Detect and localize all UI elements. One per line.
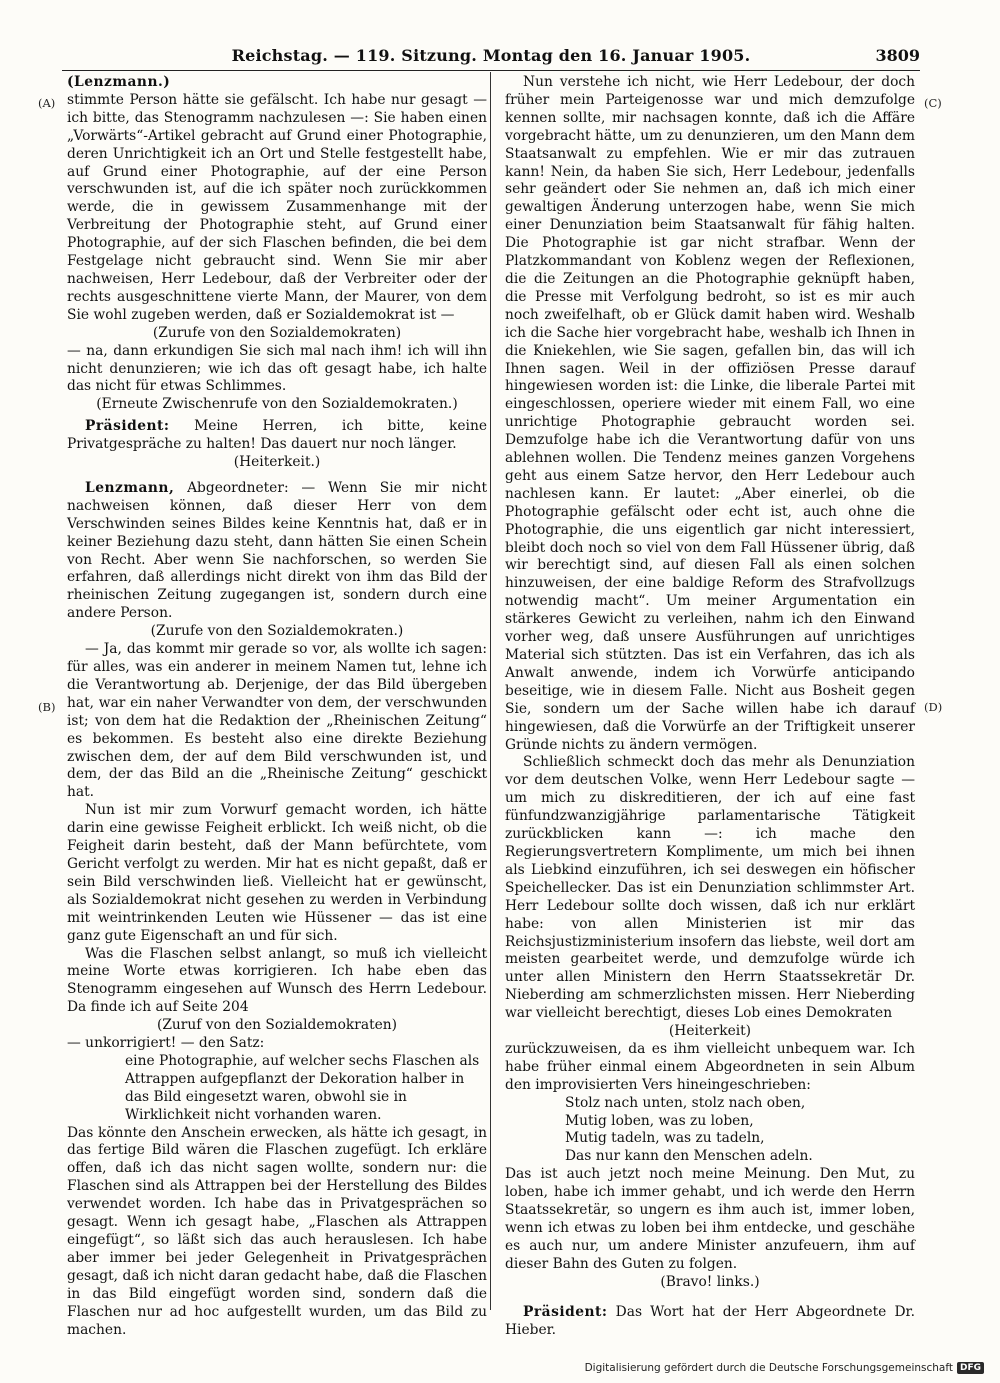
right-column [505,74,915,1339]
paragraph: — Ja, das kommt mir gerade so vor, als wollte ich sagen: für alles, was ein anderer in meinem Namen tut, lehne ich die Verantwortung ab. Derjenige, der das Bild übergeben hat, war ein naher Verwandter von dem, der verschwunden ist; von dem hat die Redaktion der „Rheinischen Zeitung“ es bekommen. Es besteht also eine direkte Beziehung zwischen dem, der auf dem Bild verschwunden ist, und dem, der das Bild an die „Rheinische Zeitung“ geschickt hat. [67,641,487,801]
header-rule [62,70,920,71]
running-head-title: Reichstag. — 119. Sitzung. Montag den 16. Januar 1905. [231,46,751,65]
margin-mark-c: (C) [924,96,942,110]
speaker-name: Präsident: [523,1303,608,1320]
paragraph: Nun ist mir zum Vorwurf gemacht worden, ich hätte darin eine gewisse Feigheit erblickt. Ich weiß nicht, ob die Feigheit darin besteht, daß der Mann befürchtete, vom Gericht verfolgt zu werden. Mir hat es nicht gepaßt, daß er sein Bild verschwinden ließ. Vielleicht hat er gewünscht, als Sozialdemokrat nicht gesehen zu werden in Verbindung mit weintrinkenden Leuten wie Hüssener — das ist eine ganz gute Eigenschaft an und für sich. [67,802,487,944]
paragraph: Nun verstehe ich nicht, wie Herr Ledebour, der doch früher mein Parteigenosse war und mich demzufolge kennen sollte, mir nachsagen konnte, daß ich die Affäre vorgebracht hätte, um zu denunzieren, um den Mann dem Staatsanwalt zu empfehlen. Wie er mir das zutrauen kann! Nein, da haben Sie sich, Herr Ledebour, jedenfalls sehr geändert oder Sie nehmen an, daß ich mich einer gewaltigen Änderung unterzogen habe, wenn Sie mich einer Denunziation beim Staatsanwalt für fähig halten. Die Photographie ist gar nicht strafbar. Wenn der Platzkommandant von Koblenz wegen der Reflexionen, die die Zeitungen an die Photographie geknüpft haben, die Presse mit Verfolgung bedroht, so ist es mir auch noch zweifelhaft, ob er Glück damit haben wird. Weshalb ich die Sache hier vorgebracht habe, weshalb ich Ihnen in die Kniekehlen, wie Sie sagen, gefallen bin, das will ich Ihnen sagen. Weil in der offiziösen Presse darauf hingewiesen worden ist: die Linke, die liberale Partei mit eingeschlossen, operiere wieder mit einem Fall, wo eine unrichtige Photographie gebraucht worden sei. Demzufolge habe ich die Verantwortung dafür von uns ablehnen wollen. Die Tendenz meines ganzen Vorgehens geht aus einem Satze hervor, den Herr Ledebour auch nachlesen kann. Er lautet: „Aber einerlei, ob die Photographie gefälscht oder echt ist, auch ohne die Photographie, die uns eigentlich gar nicht interessiert, bleibt doch noch so viel von dem Fall Hüssener übrig, daß wir berechtigt sind, auf diesen Fall als einen solchen hinzuweisen, der eine baldige Reform des Strafvollzugs notwendig macht“. Um meiner Argumentation ein stärkeres Gewicht zu verleihen, nahm ich den Einwand vorher weg, daß unsere Ausführungen auf unrichtiges Material sich stützten. Das ist ein Verfahren, das ich als Anwalt anwende, indem ich Vorwürfe anticipando beseitige, wie in diesem Falle. Nicht aus Bosheit gegen Sie, sondern um der Sache willen habe ich darauf hingewiesen, daß die Vorwürfe an der Triftigkeit unserer Gründe nichts zu ändern vermögen. [505,74,915,753]
paragraph: Schließlich schmeckt doch das mehr als Denunziation vor dem deutschen Volke, wenn Herr Ledebour sagte — um mich zu diskreditieren, der ich auf eine fast fünfundzwanzigjährige parlamentarische Tätigkeit zurückblicken kann —: ich mache den Regierungsvertretern Komplimente, um mich bei ihnen als Liebkind einzuführen, ich sei deswegen ein höfischer Speichellecker. Das ist ein Denunziation schlimmster Art. Herr Ledebour sollte doch wissen, daß ich nur erklärt habe: von allen Ministerien ist mir das Reichsjustizministerium insofern das liebste, weil dort am meisten gearbeitet werde, und demzufolge würde ich unter allen Ministern den Herrn Staatssekretär Dr. Nieberding am schmerzlichsten missen. Herr Nieberding war vielleicht berechtigt, dieses Lob eines Demokraten [505,754,915,1022]
paragraph: — na, dann erkundigen Sie sich mal nach ihm! ich will ihn nicht denunzieren; wie ich das oft gesagt habe, ich halte das nicht für etwas Schlimmes. [67,342,487,395]
interjection: (Heiterkeit.) [233,454,321,471]
paragraph: Was die Flaschen selbst anlangt, so muß ich vielleicht meine Worte etwas korrigieren. Ich habe eben das Stenogramm eingesehen auf Wunsch des Herrn Ledebour. Da finde ich auf Seite 204 [67,945,487,1016]
interjection: (Zuruf von den Sozialdemokraten) [156,1017,398,1034]
speaker-name: Lenzmann, [85,479,175,496]
verse-line: Mutig loben, was zu loben, [565,1112,754,1129]
margin-mark-d: (D) [924,700,943,714]
credit-text: Digitalisierung gefördert durch die Deutsche Forschungsgemeinschaft [584,1362,953,1374]
interjection: (Erneute Zwischenrufe von den Sozialdemokraten.) [96,396,458,413]
paragraph: Das könnte den Anschein erwecken, als hätte ich gesagt, in das fertige Bild wären die Flaschen zugefügt. Ich erkläre offen, daß ich das nicht sagen wollte, sondern nur: die Flaschen sind als Attrappen bei der Herstellung des Bildes verwendet worden. Ich habe das in Privatgesprächen so gesagt. Wenn ich gesagt habe, „Flaschen als Attrappen eingefügt“, so läßt sich das auch herauslesen. Ich habe aber immer bei jeder Gelegenheit in Privatgesprächen gesagt, daß ich nicht daran gedacht habe, daß die Flaschen in das Bild eingefügt worden sind, sondern daß die Flaschen nur ad hoc aufgestellt wurden, um das Bild zu machen. [67,1124,487,1338]
speaker-name: Präsident: [85,418,170,435]
president-paragraph [505,1304,915,1340]
margin-mark-b: (B) [38,700,56,714]
margin-mark-a: (A) [38,96,56,110]
paragraph: Das ist auch jetzt noch meine Meinung. Den Mut, zu loben, habe ich immer gehabt, und ich werde den Herrn Staatssekretär, so ungern es ihm auch ist, immer loben, wenn ich etwas zu loben bei ihm entdecke, und geschähe es auch nur, um andere Minister anzufeuern, ihm auf dieser Bahn des Guten zu folgen. [505,1166,915,1272]
paragraph: — unkorrigiert! — den Satz: [67,1035,265,1052]
block-quote: eine Photographie, auf welcher sechs Flaschen als Attrappen aufgepflanzt der Dekoration halber in das Bild eingesetzt waren, obwohl sie in Wirklichkeit nicht vorhanden waren. [125,1052,480,1123]
interjection: (Bravo! links.) [660,1273,760,1290]
dfg-logo: DFG [957,1362,984,1374]
paragraph: zurückzuweisen, da es ihm vielleicht unbequem war. Ich habe früher einmal einem Abgeordneten in sein Album den improvisierten Vers hineingeschrieben: [505,1040,915,1093]
paragraph: stimmte Person hätte sie gefälscht. Ich habe nur gesagt — ich bitte, das Stenogramm nachzulesen —: Sie haben einen „Vorwärts“-Artikel gebracht auf Grund einer Photographie, deren Unrichtigkeit ich an Ort und Stelle festgestellt habe, auf Grund einer Photographie, auf der eine Person verschwunden ist, auf die ich später noch zurückkommen werde, die in gewissem Zusammenhange mit der Verbreitung der Photographie steht, auf Grund einer Photographie, auf der sich Flaschen befinden, die bei dem Festgelage nicht gebraucht sind. Wenn Sie mir aber nachweisen, Herr Ledebour, daß der Verbreiter oder der rechts ausgeschnittene vierte Mann, der Maurer, von dem Sie wohl zugeben werden, daß er Sozialdemokrat ist — [67,91,487,323]
paragraph-text: Abgeordneter: — Wenn Sie mir nicht nachweisen können, daß dieser Herr von dem Verschwinden seines Bildes keine Kenntnis hat, daß er in keiner Beziehung dazu steht, dann hätten Sie einen Schein von Recht. Aber wenn Sie nachforschen, so werden Sie erfahren, daß allerdings nicht direkt von ihm das Bild der rheinischen Zeitung zugegangen ist, sondern durch eine andere Person. [67,479,487,622]
page-number: 3809 [875,46,920,65]
running-head [62,44,920,70]
paragraph-text: Das Wort hat der Herr Abgeordnete Dr. Hieber. [505,1303,915,1338]
paragraph-text: Meine Herren, ich bitte, keine Privatgespräche zu halten! Das dauert nur noch länger. [67,418,487,453]
digitization-credit [585,1362,984,1374]
column-divider [490,72,491,1310]
left-column [67,74,487,1339]
interjection: (Heiterkeit) [668,1023,752,1040]
interjection: (Zurufe von den Sozialdemokraten.) [150,623,404,640]
verse-line: Stolz nach unten, stolz nach oben, [565,1094,806,1111]
interjection: (Zurufe von den Sozialdemokraten) [152,324,402,341]
speaker-tag: (Lenzmann.) [67,74,171,90]
lenzmann-paragraph [67,480,487,623]
president-paragraph [67,418,487,454]
verse-line: Mutig tadeln, was zu tadeln, [565,1130,765,1147]
verse-line: Das nur kann den Menschen adeln. [565,1148,813,1165]
